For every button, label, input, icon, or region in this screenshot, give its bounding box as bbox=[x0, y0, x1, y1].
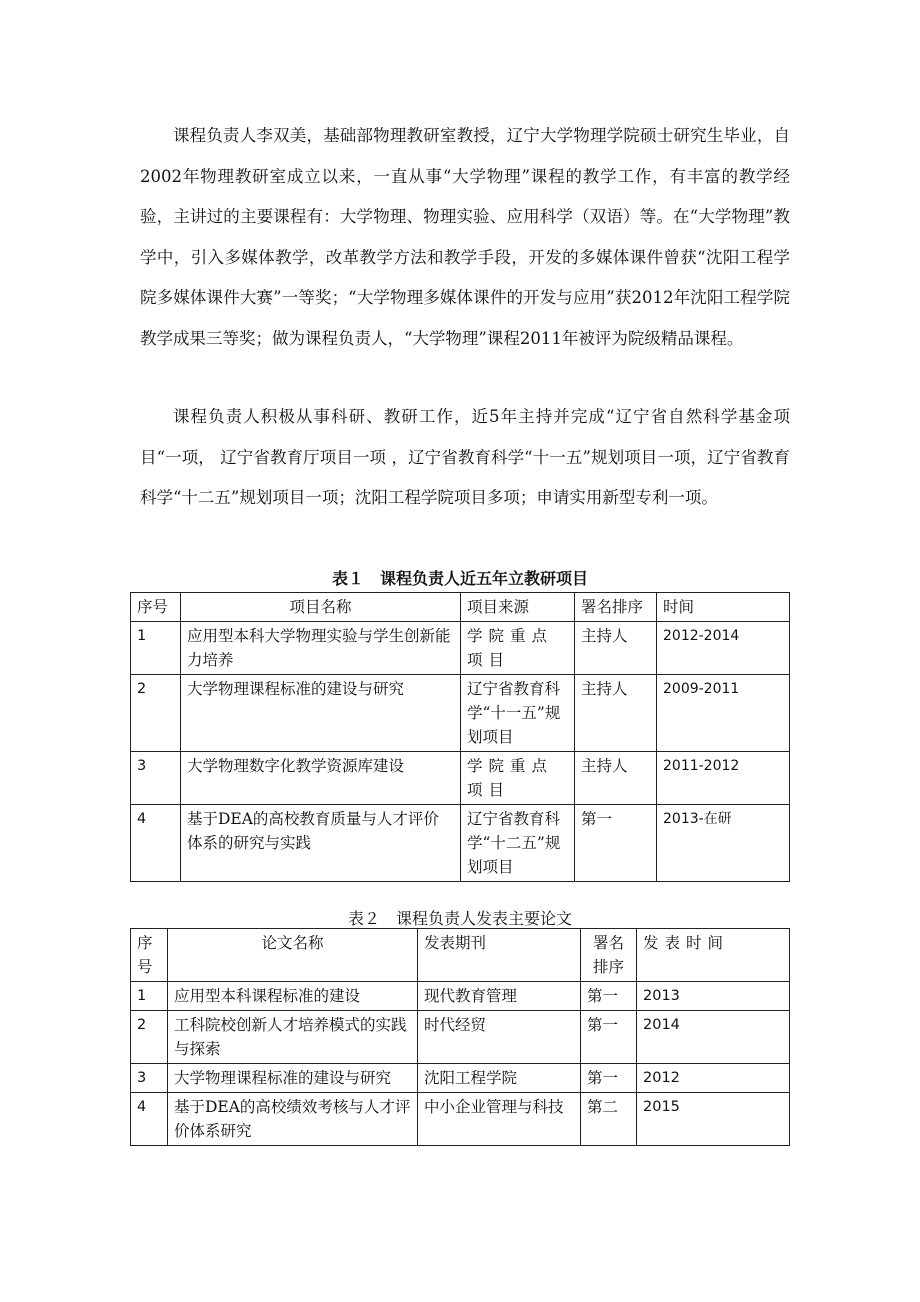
cell-year: 2015 bbox=[637, 1093, 790, 1146]
header-cell: 署名排序 bbox=[581, 929, 637, 982]
cell-time: 2013-在研 bbox=[657, 805, 790, 882]
table-row bbox=[131, 805, 790, 882]
cell-year: 2013 bbox=[637, 982, 790, 1011]
cell-year: 2014 bbox=[637, 1011, 790, 1064]
table-row bbox=[131, 982, 790, 1011]
cell-journal: 现代教育管理 bbox=[418, 982, 581, 1011]
cell-title: 大学物理数字化教学资源库建设 bbox=[181, 752, 461, 805]
cell-rank: 第一 bbox=[581, 1064, 637, 1093]
cell-title: 工科院校创新人才培养模式的实践与探索 bbox=[168, 1011, 418, 1064]
header-cell: 发表时间 bbox=[637, 929, 790, 982]
cell-rank: 主持人 bbox=[575, 675, 657, 752]
table-header-row bbox=[131, 593, 790, 622]
cell-rank: 第一 bbox=[581, 982, 637, 1011]
cell-index: 1 bbox=[131, 982, 168, 1011]
cell-index: 2 bbox=[131, 1011, 168, 1064]
table-row bbox=[131, 752, 790, 805]
cell-title: 基于DEA的高校教育质量与人才评价体系的研究与实践 bbox=[181, 805, 461, 882]
table-header-row bbox=[131, 929, 790, 982]
cell-index: 1 bbox=[131, 622, 181, 675]
header-cell: 项目来源 bbox=[461, 593, 575, 622]
table-row bbox=[131, 622, 790, 675]
cell-time: 2009-2011 bbox=[657, 675, 790, 752]
cell-title: 应用型本科大学物理实验与学生创新能力培养 bbox=[181, 622, 461, 675]
table2-caption: 表２ 课程负责人发表主要论文 bbox=[347, 909, 572, 928]
cell-title: 大学物理课程标准的建设与研究 bbox=[168, 1064, 418, 1093]
cell-source: 辽宁省教育科学“十一五”规划项目 bbox=[461, 675, 575, 752]
cell-journal: 沈阳工程学院 bbox=[418, 1064, 581, 1093]
cell-source: 学院重点项目 bbox=[461, 622, 575, 675]
header-cell: 项目名称 bbox=[181, 593, 461, 622]
projects-table bbox=[130, 592, 790, 882]
cell-rank: 第一 bbox=[581, 1011, 637, 1064]
table-row bbox=[131, 1093, 790, 1146]
header-cell: 发表期刊 bbox=[418, 929, 581, 982]
cell-rank: 主持人 bbox=[575, 752, 657, 805]
header-cell: 论文名称 bbox=[168, 929, 418, 982]
cell-title: 应用型本科课程标准的建设 bbox=[168, 982, 418, 1011]
cell-source: 辽宁省教育科学“十二五”规划项目 bbox=[461, 805, 575, 882]
cell-rank: 第一 bbox=[575, 805, 657, 882]
paragraph-intro: 课程负责人李双美，基础部物理教研室教授，辽宁大学物理学院硕士研究生毕业，自2002年物理教研室成立以来，一直从事“大学物理”课程的教学工作，有丰富的教学经验，主讲过的主要课程有：大学物理、物理实验、应用科学（双语）等。在“大学物理”教学中，引入多媒体教学，改革教学方法和教学手段，开发的多媒体课件曾获“沈阳工程学院多媒体课件大赛”一等奖；“大学物理多媒体课件的开发与应用”获2012年沈阳工程学院教学成果三等奖；做为课程负责人，“大学物理”课程2011年被评为院级精品课程。 bbox=[140, 126, 790, 348]
header-cell: 序号 bbox=[131, 593, 181, 622]
cell-journal: 中小企业管理与科技 bbox=[418, 1093, 581, 1146]
cell-rank: 主持人 bbox=[575, 622, 657, 675]
cell-source: 学院重点项目 bbox=[461, 752, 575, 805]
cell-index: 3 bbox=[131, 752, 181, 805]
cell-year: 2012 bbox=[637, 1064, 790, 1093]
cell-index: 3 bbox=[131, 1064, 168, 1093]
table1-caption: 表１ 课程负责人近五年立教研项目 bbox=[331, 569, 588, 588]
table-row bbox=[131, 1064, 790, 1093]
cell-index: 4 bbox=[131, 1093, 168, 1146]
cell-title: 基于DEA的高校绩效考核与人才评价体系研究 bbox=[168, 1093, 418, 1146]
table-row bbox=[131, 675, 790, 752]
paragraph-research: 课程负责人积极从事科研、教研工作，近5年主持并完成“辽宁省自然科学基金项目“一项， 辽宁省教育厅项目一项 ，辽宁省教育科学“十一五”规划项目一项，辽宁省教育科学“十二五”规划项目一项；沈阳工程学院项目多项；申请实用新型专利一项。 bbox=[140, 407, 790, 507]
papers-table bbox=[130, 928, 790, 1146]
cell-time: 2011-2012 bbox=[657, 752, 790, 805]
cell-rank: 第二 bbox=[581, 1093, 637, 1146]
header-cell: 时间 bbox=[657, 593, 790, 622]
table-row bbox=[131, 1011, 790, 1064]
cell-title: 大学物理课程标准的建设与研究 bbox=[181, 675, 461, 752]
header-cell: 署名排序 bbox=[575, 593, 657, 622]
cell-journal: 时代经贸 bbox=[418, 1011, 581, 1064]
header-cell: 序号 bbox=[131, 929, 168, 982]
cell-index: 2 bbox=[131, 675, 181, 752]
cell-time: 2012-2014 bbox=[657, 622, 790, 675]
cell-index: 4 bbox=[131, 805, 181, 882]
